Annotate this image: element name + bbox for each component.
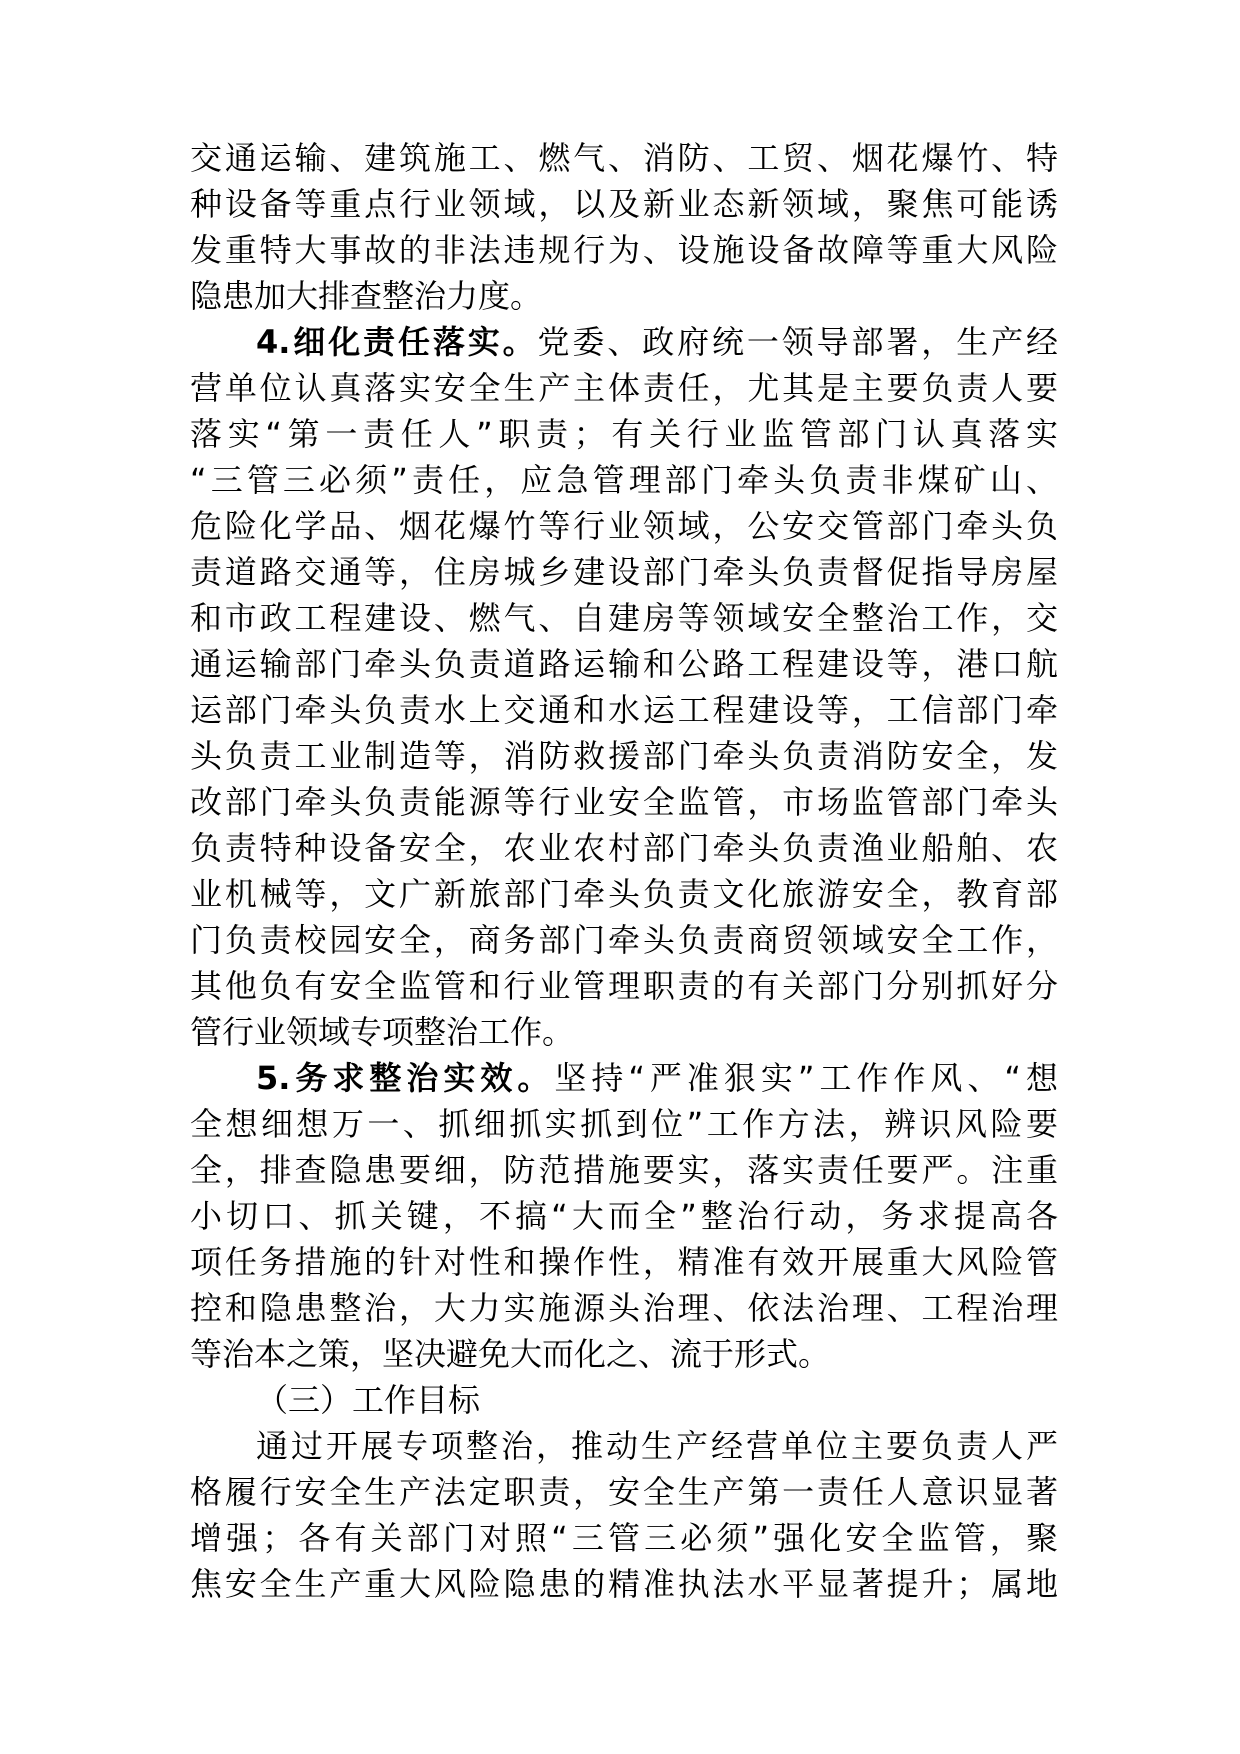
text-line: 种设备等重点行业领域，以及新业态新领域，聚焦可能诱 <box>190 185 1058 223</box>
text-line: 格履行安全生产法定职责，安全生产第一责任人意识显著 <box>190 1473 1058 1511</box>
text-line: 通运输部门牵头负责道路运输和公路工程建设等，港口航 <box>190 645 1058 683</box>
text-line: 隐患加大排查整治力度。 <box>190 277 543 315</box>
paragraph-5-first-line <box>256 1055 1058 1101</box>
text-line: 等治本之策，坚决避免大而化之、流于形式。 <box>190 1335 831 1373</box>
text-line: 业机械等，文广新旅部门牵头负责文化旅游安全，教育部 <box>190 875 1058 913</box>
text-line: 落实“第一责任人”职责；有关行业监管部门认真落实 <box>190 415 1058 453</box>
text-line: 门负责校园安全，商务部门牵头负责商贸领域安全工作， <box>190 921 1058 959</box>
text-line: 责道路交通等，住房城乡建设部门牵头负责督促指导房屋 <box>190 553 1058 591</box>
text-line: 发重特大事故的非法违规行为、设施设备故障等重大风险 <box>190 231 1058 269</box>
text-line: 控和隐患整治，大力实施源头治理、依法治理、工程治理 <box>190 1289 1058 1327</box>
paragraph-4-heading: 4.细化责任落实。 <box>256 323 538 361</box>
text-line: 全，排查隐患要细，防范措施要实，落实责任要严。注重 <box>190 1151 1058 1189</box>
paragraph-5-heading: 5.务求整治实效。 <box>256 1059 555 1097</box>
text-line: 营单位认真落实安全生产主体责任，尤其是主要负责人要 <box>190 369 1058 407</box>
text-line: 管行业领域专项整治工作。 <box>190 1013 575 1051</box>
paragraph-5-first-line-text: 坚持“严准狠实”工作作风、“想 <box>554 1059 1058 1097</box>
text-line: 全想细想万一、抓细抓实抓到位”工作方法，辨识风险要 <box>190 1105 1058 1143</box>
text-line: 焦安全生产重大风险隐患的精准执法水平显著提升；属地 <box>190 1565 1058 1603</box>
paragraph-4-first-line <box>256 319 1058 365</box>
text-line: 和市政工程建设、燃气、自建房等领域安全整治工作，交 <box>190 599 1058 637</box>
text-line: 改部门牵头负责能源等行业安全监管，市场监管部门牵头 <box>190 783 1058 821</box>
paragraph-4-first-line-text: 党委、政府统一领导部署，生产经 <box>537 323 1058 361</box>
text-line: 增强；各有关部门对照“三管三必须”强化安全监管，聚 <box>190 1519 1058 1557</box>
goal-first-line: 通过开展专项整治，推动生产经营单位主要负责人严 <box>256 1427 1058 1465</box>
text-line: 危险化学品、烟花爆竹等行业领域，公安交管部门牵头负 <box>190 507 1058 545</box>
text-line: 头负责工业制造等，消防救援部门牵头负责消防安全，发 <box>190 737 1058 775</box>
text-line: 负责特种设备安全，农业农村部门牵头负责渔业船舶、农 <box>190 829 1058 867</box>
text-line: 小切口、抓关键，不搞“大而全”整治行动，务求提高各 <box>190 1197 1058 1235</box>
text-line: 交通运输、建筑施工、燃气、消防、工贸、烟花爆竹、特 <box>190 139 1058 177</box>
document-page <box>190 0 1058 1754</box>
section-heading: （三）工作目标 <box>256 1381 481 1419</box>
text-line: 项任务措施的针对性和操作性，精准有效开展重大风险管 <box>190 1243 1058 1281</box>
text-line: “三管三必须”责任，应急管理部门牵头负责非煤矿山、 <box>190 461 1058 499</box>
text-line: 其他负有安全监管和行业管理职责的有关部门分别抓好分 <box>190 967 1058 1005</box>
text-line: 运部门牵头负责水上交通和水运工程建设等，工信部门牵 <box>190 691 1058 729</box>
